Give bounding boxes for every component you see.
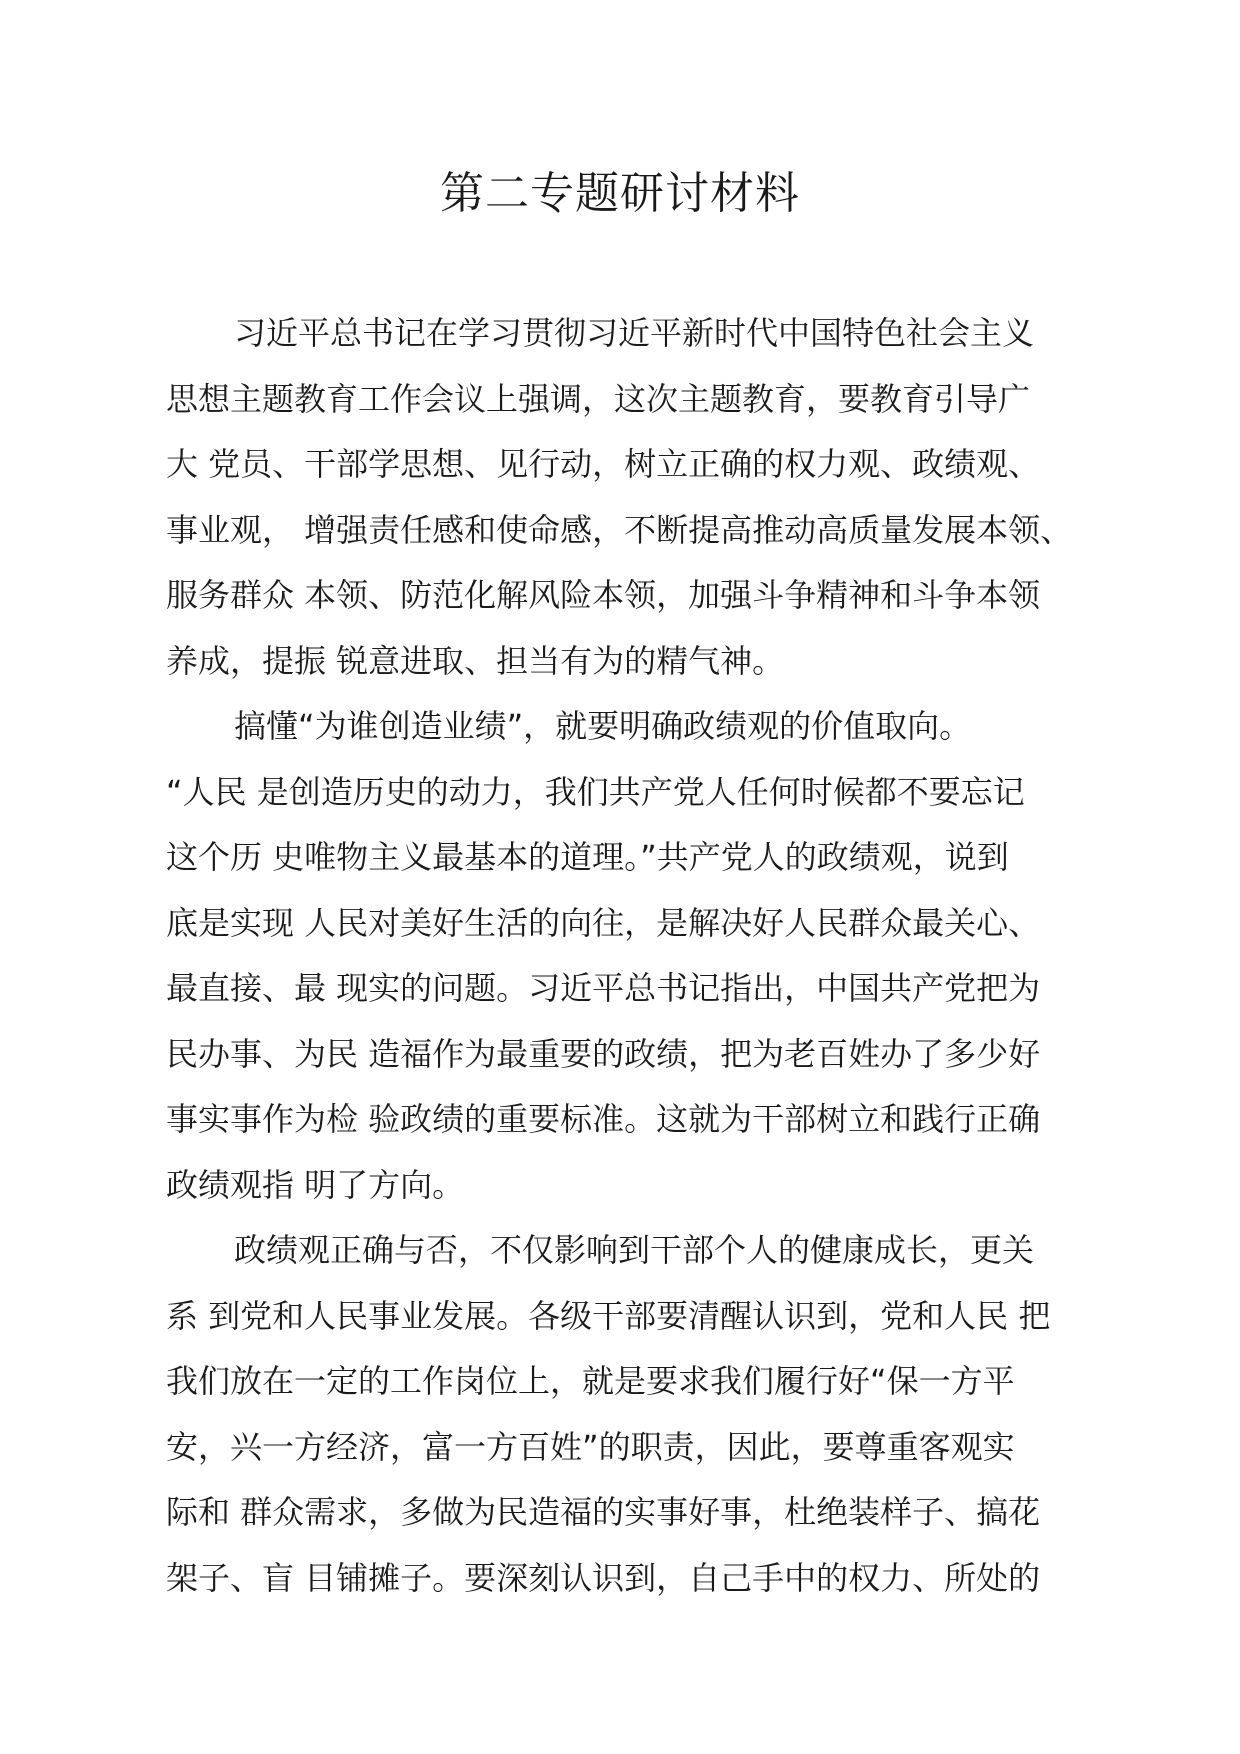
text-line: 事实事作为检 验政绩的重要标准。这就为干部树立和践行正确 xyxy=(166,1100,1041,1138)
paragraph xyxy=(166,1218,1106,1611)
text-line: 政绩观指 明了方向。 xyxy=(166,1165,465,1204)
text-line: 服务群众 本领、防范化解风险本领，加强斗争精神和斗争本领 xyxy=(166,576,1041,614)
text-line: 民办事、为民 造福作为最重要的政绩，把为老百姓办了多少好 xyxy=(166,1034,1041,1073)
text-line: 最直接、最 现实的问题。习近平总书记指出，中国共产党把为 xyxy=(166,969,1041,1007)
text-line: 习近平总书记在学习贯彻习近平新时代中国特色社会主义 xyxy=(234,314,1035,352)
text-line: 我们放在一定的工作岗位上，就是要求我们履行好“保一方平 xyxy=(166,1362,1015,1400)
document-title: 第二专题研讨材料 xyxy=(440,168,800,219)
text-line: 这个历 史唯物主义最基本的道理。”共产党人的政绩观，说到 xyxy=(166,838,1009,876)
paragraph xyxy=(166,301,1106,694)
text-line: 事业观， 增强责任感和使命感，不断提高推动高质量发展本领、 xyxy=(166,510,1073,549)
text-line: 际和 群众需求，多做为民造福的实事好事，杜绝装样子、搞花 xyxy=(166,1493,1041,1531)
text-line: 大 党员、干部学思想、见行动，树立正确的权力观、政绩观、 xyxy=(166,445,1041,483)
text-line: 政绩观正确与否，不仅影响到干部个人的健康成长，更关 xyxy=(234,1231,1035,1269)
text-line: “人民 是创造历史的动力，我们共产党人任何时候都不要忘记 xyxy=(166,772,1025,811)
paragraph xyxy=(166,694,1106,1218)
document-body xyxy=(166,301,1106,1611)
text-line: 安，兴一方经济，富一方百姓”的职责，因此，要尊重客观实 xyxy=(166,1427,1015,1466)
text-line: 养成，提振 锐意进取、担当有为的精气神。 xyxy=(166,641,785,680)
text-line: 架子、盲 目铺摊子。要深刻认识到，自己手中的权力、所处的 xyxy=(166,1558,1041,1597)
text-line: 思想主题教育工作会议上强调，这次主题教育，要教育引导广 xyxy=(166,379,1031,418)
text-line: 底是实现 人民对美好生活的向往，是解决好人民群众最关心、 xyxy=(166,903,1041,942)
text-line: 系 到党和人民事业发展。各级干部要清醒认识到，党和人民 把 xyxy=(166,1296,1051,1335)
text-line: 搞懂“为谁创造业绩”，就要明确政绩观的价值取向。 xyxy=(234,707,972,745)
